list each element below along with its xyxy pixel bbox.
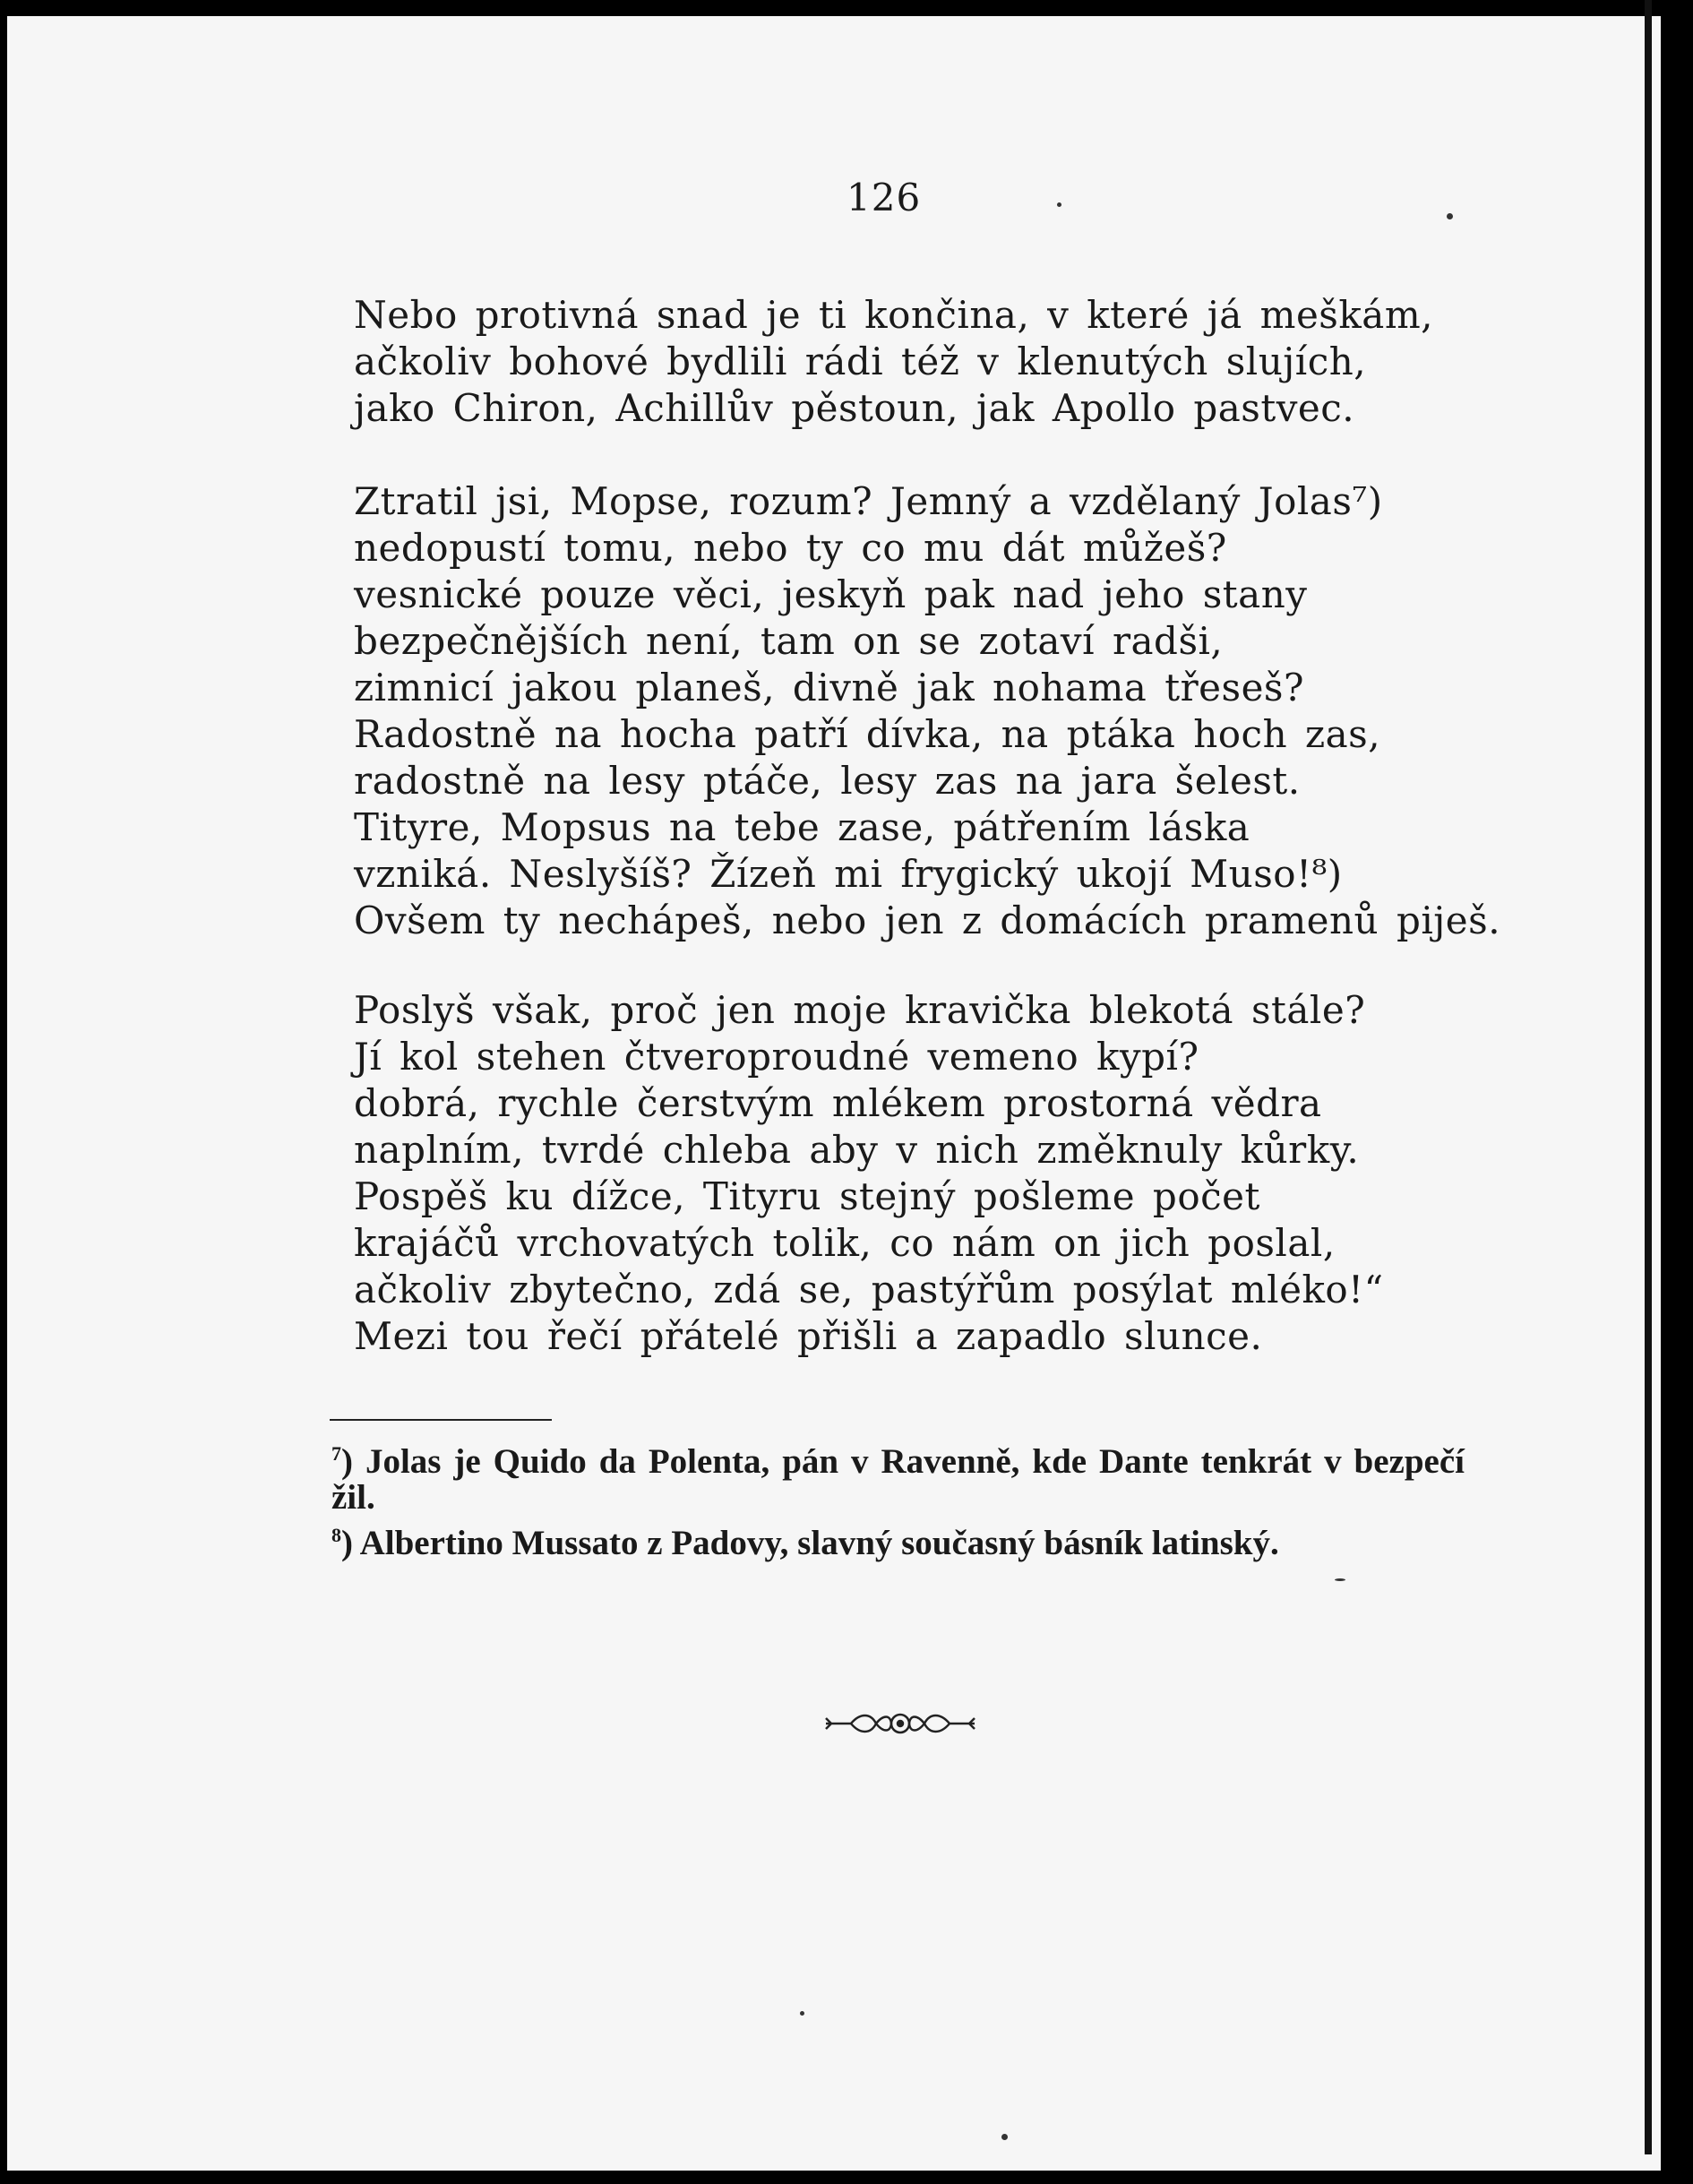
verse-line: dobrá, rychle čerstvým mlékem prostorná vědra xyxy=(354,1081,1322,1125)
verse-line: vesnické pouze věci, jeskyň pak nad jeho stany xyxy=(354,572,1308,616)
verse-line: vzniká. Neslyšíš? Žízeň mi frygický ukojí Muso!⁸) xyxy=(354,852,1343,896)
verse-line: Ztratil jsi, Mopse, rozum? Jemný a vzdělaný Jolas⁷) xyxy=(354,479,1383,523)
scan-speck xyxy=(1057,202,1061,207)
footnote-marker: 7 xyxy=(331,1442,341,1465)
stanza-2 xyxy=(354,478,1509,944)
footnote-8: $^8$) Albertino Mussato z Padovy, slavný současný básník latinský. xyxy=(331,1524,1279,1562)
scan-speck xyxy=(1335,1578,1345,1581)
stanza-1 xyxy=(354,292,1509,432)
floral-tailpiece-ornament-icon xyxy=(824,1706,976,1741)
verse-line: radostně na lesy ptáče, lesy zas na jara šelest. xyxy=(354,759,1301,803)
verse-line: ačkoliv zbytečno, zdá se, pastýřům posýlat mléko!“ xyxy=(354,1268,1384,1311)
verse-line: naplním, tvrdé chleba aby v nich změknuly kůrky. xyxy=(354,1128,1360,1172)
page-number: 126 xyxy=(846,176,922,219)
verse-line: jako Chiron, Achillův pěstoun, jak Apollo pastvec. xyxy=(354,386,1355,430)
stanza-3 xyxy=(354,987,1509,1360)
verse-line: Tityre, Mopsus na tebe zase, pátřením láska xyxy=(354,805,1250,849)
footnote-marker: 8 xyxy=(331,1524,341,1546)
verse-line: bezpečnějších není, tam on se zotaví radši, xyxy=(354,619,1224,663)
verse-line: Mezi tou řečí přátelé přišli a zapadlo slunce. xyxy=(354,1314,1263,1358)
scan-speck xyxy=(1447,213,1453,219)
verse-line: zimnicí jakou planeš, divně jak nohama třeseš? xyxy=(354,666,1304,709)
footnote-text: Jolas je Quido da Polenta, pán v Ravenně, kde Dante tenkrát v bezpečí žil. xyxy=(331,1442,1465,1517)
verse-line: Radostně na hocha patří dívka, na ptáka hoch zas, xyxy=(354,712,1381,756)
footnote-7: $^7$) Jolas je Quido da Polenta, pán v Ravenně, kde Dante tenkrát v bezpečí žil. xyxy=(331,1442,1465,1517)
verse-line: Pospěš ku dížce, Tityru stejný pošleme počet xyxy=(354,1174,1260,1218)
scan-speck xyxy=(800,2011,804,2016)
verse-line: Jí kol stehen čtveroproudné vemeno kypí? xyxy=(354,1035,1199,1079)
verse-line: Poslyš však, proč jen moje kravička blekotá stále? xyxy=(354,988,1366,1032)
verse-line: Ovšem ty nechápeš, nebo jen z domácích pramenů piješ. xyxy=(354,899,1501,942)
footnote-rule xyxy=(330,1419,552,1421)
footnote-text: Albertino Mussato z Padovy, slavný současný básník latinský. xyxy=(359,1524,1279,1562)
binding-edge xyxy=(1645,0,1652,2154)
verse-line: Nebo protivná snad je ti končina, v které já meškám, xyxy=(354,293,1434,337)
verse-line: krajáčů vrchovatých tolik, co nám on jich poslal, xyxy=(354,1221,1336,1265)
scan-speck xyxy=(1001,2134,1008,2140)
footnotes xyxy=(331,1436,1465,1563)
verse-line: ačkoliv bohové bydlili rádi též v klenutých slujích, xyxy=(354,340,1367,383)
verse-line: nedopustí tomu, nebo ty co mu dát můžeš? xyxy=(354,526,1227,570)
